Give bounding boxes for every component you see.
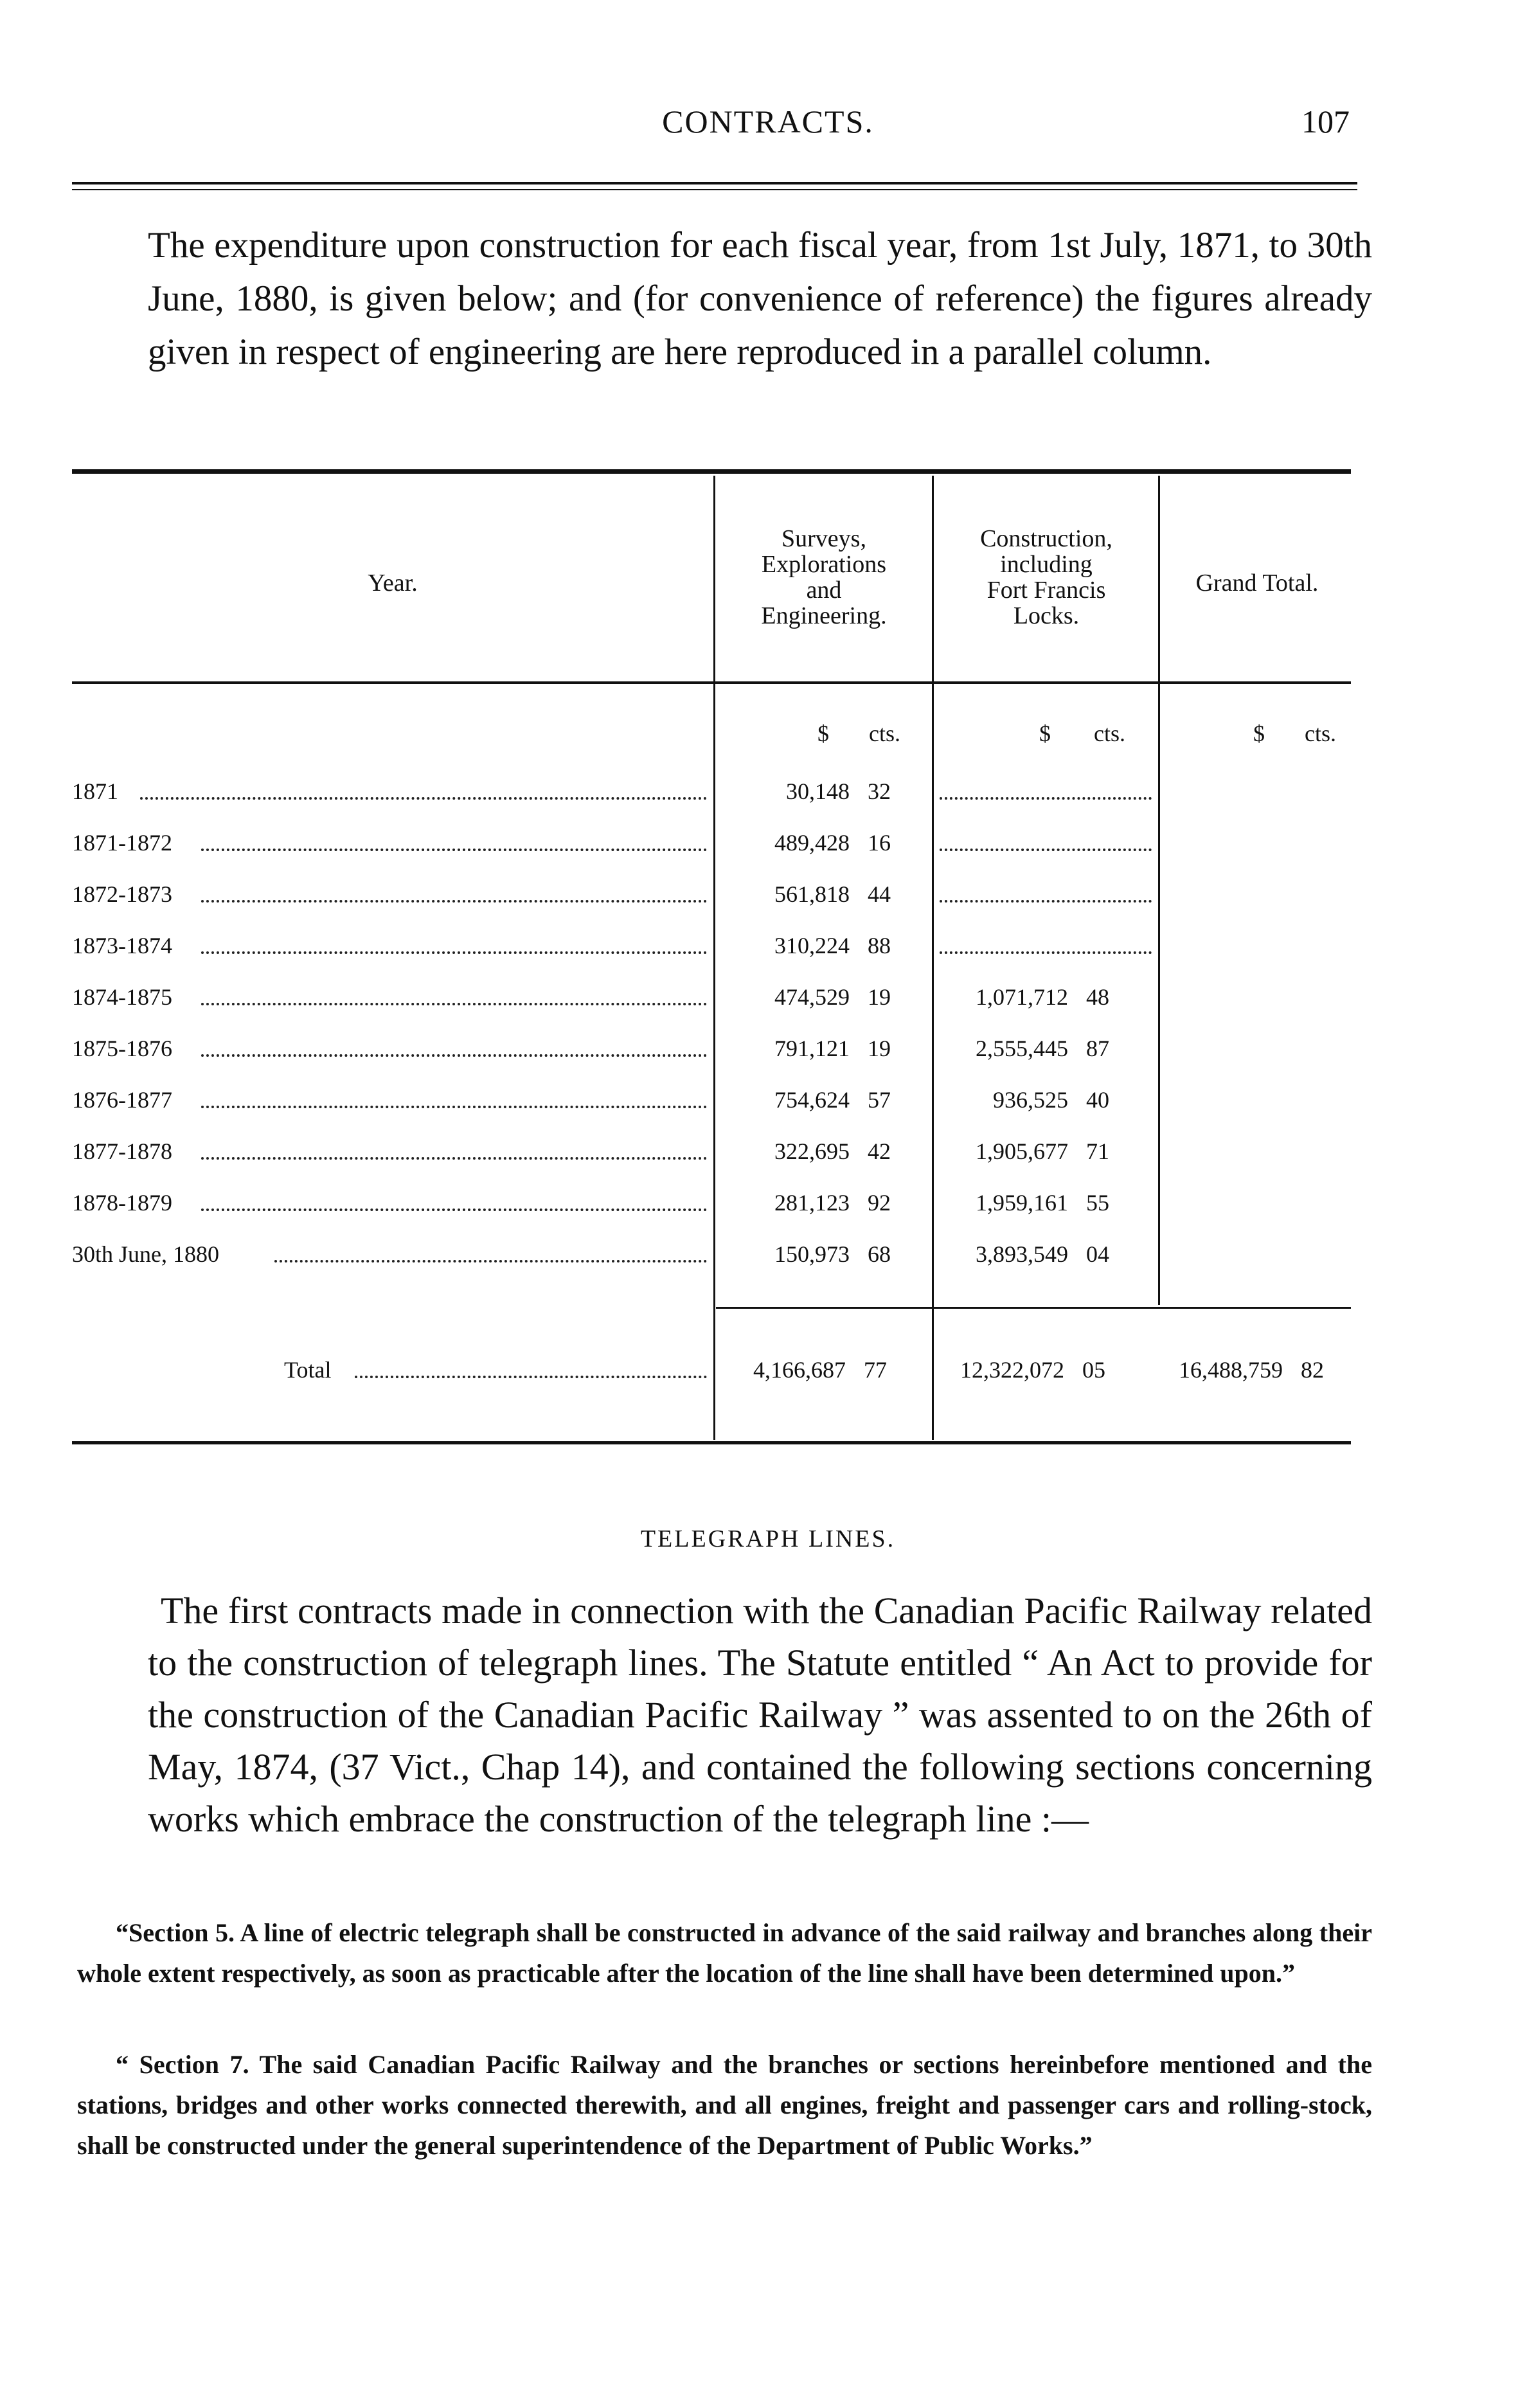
header-bottom-rule xyxy=(72,681,1351,684)
row-surveys xyxy=(766,1189,913,1216)
row-surveys-cents: 57 xyxy=(868,1087,891,1113)
total-grand-total-cents: 82 xyxy=(1301,1357,1324,1383)
row-surveys-cents: 16 xyxy=(868,830,891,856)
row-year: 1878-1879 xyxy=(72,1190,172,1216)
total-grand-total xyxy=(1179,1356,1346,1383)
row-surveys-cents: 88 xyxy=(868,933,891,958)
grand-total-cents-unit: cts. xyxy=(1305,721,1336,746)
header-surveys xyxy=(716,526,932,629)
row-construction xyxy=(965,1138,1131,1165)
row-surveys-dollars: 150,973 xyxy=(774,1241,850,1267)
grand-total-dollar-unit: $ xyxy=(1253,721,1265,746)
row-construction-blank-leader xyxy=(940,797,1152,800)
row-year: 1872-1873 xyxy=(72,881,172,907)
row-construction-blank-leader xyxy=(940,951,1152,954)
header-year: Year. xyxy=(368,570,418,597)
row-leader xyxy=(201,1003,707,1005)
expenditure-table xyxy=(72,469,1357,1446)
row-surveys-dollars: 30,148 xyxy=(786,778,850,804)
row-construction-dollars: 1,959,161 xyxy=(976,1190,1068,1216)
total-construction-dollars: 12,322,072 xyxy=(960,1357,1064,1383)
row-construction-cents: 04 xyxy=(1086,1241,1109,1267)
header-surveys-line-1: Surveys, xyxy=(781,525,866,552)
quote-section-7: “ Section 7. The said Canadian Pacific Railway and the branches or sections hereinbefore mentioned and the stations, bridges and other works connected therewith, and all engines, freight and passenger cars and rolling-stock, shall be constructed under the general superintendence of the Department of Public Works.” xyxy=(77,2050,1372,2160)
row-leader xyxy=(201,1106,707,1108)
table-col-divider-2 xyxy=(932,476,934,1440)
running-title: CONTRACTS. xyxy=(662,103,874,139)
row-year: 1876-1877 xyxy=(72,1087,172,1113)
header-construction xyxy=(934,526,1158,629)
row-construction-dollars: 1,905,677 xyxy=(976,1138,1068,1164)
construction-dollar-unit: $ xyxy=(1039,721,1051,746)
row-surveys xyxy=(766,829,913,856)
total-construction xyxy=(960,1356,1127,1383)
table-bottom-rule xyxy=(72,1441,1351,1444)
header-construction-line-2: including xyxy=(1000,551,1093,578)
construction-cents-unit: cts. xyxy=(1094,721,1125,746)
row-surveys-cents: 32 xyxy=(868,778,891,804)
quote-section-5: “Section 5. A line of electric telegraph shall be constructed in advance of the said railway and branches along their whole extent respectively, as soon as practicable after the location of the line shall have been determined upon.” xyxy=(77,1918,1372,1988)
row-construction-dollars: 936,525 xyxy=(993,1087,1068,1113)
total-surveys-cents: 77 xyxy=(864,1357,887,1383)
row-surveys-dollars: 489,428 xyxy=(774,830,850,856)
header-construction-line-4: Locks. xyxy=(1013,602,1080,629)
row-construction-cents: 87 xyxy=(1086,1036,1109,1061)
row-leader xyxy=(201,951,707,954)
row-surveys xyxy=(766,1035,913,1062)
row-surveys-dollars: 281,123 xyxy=(774,1190,850,1216)
row-leader xyxy=(201,900,707,903)
row-year: 1871-1872 xyxy=(72,830,172,856)
row-construction-cents: 48 xyxy=(1086,984,1109,1010)
total-label: Total xyxy=(284,1357,332,1383)
row-surveys-dollars: 474,529 xyxy=(774,984,850,1010)
row-year: 1875-1876 xyxy=(72,1036,172,1061)
row-surveys xyxy=(766,778,913,805)
row-year: 30th June, 1880 xyxy=(72,1241,219,1267)
header-surveys-line-3: and xyxy=(806,577,842,604)
row-surveys xyxy=(766,1086,913,1113)
row-construction-blank-leader xyxy=(940,900,1152,903)
row-leader xyxy=(140,797,707,800)
header-surveys-line-2: Explorations xyxy=(761,551,887,578)
row-surveys-cents: 44 xyxy=(868,881,891,907)
row-surveys xyxy=(766,1241,913,1268)
row-surveys xyxy=(766,881,913,908)
total-grand-total-dollars: 16,488,759 xyxy=(1179,1357,1283,1383)
table-top-rule xyxy=(72,469,1351,474)
row-surveys-dollars: 322,695 xyxy=(774,1138,850,1164)
row-construction-dollars: 3,893,549 xyxy=(976,1241,1068,1267)
header-surveys-line-4: Engineering. xyxy=(761,602,887,629)
section-title: TELEGRAPH LINES. xyxy=(640,1525,896,1552)
row-construction-dollars: 2,555,445 xyxy=(976,1036,1068,1061)
total-surveys-dollars: 4,166,687 xyxy=(753,1357,846,1383)
header-construction-line-1: Construction, xyxy=(980,525,1112,552)
row-surveys-cents: 68 xyxy=(868,1241,891,1267)
header-construction-line-3: Fort Francis xyxy=(987,577,1106,604)
row-surveys-cents: 42 xyxy=(868,1138,891,1164)
row-surveys xyxy=(766,932,913,959)
row-surveys xyxy=(766,984,913,1011)
row-surveys-dollars: 791,121 xyxy=(774,1036,850,1061)
total-separator-rule xyxy=(716,1307,1351,1309)
row-year: 1874-1875 xyxy=(72,984,172,1010)
row-construction xyxy=(965,1241,1131,1268)
header-rule-top xyxy=(72,182,1357,184)
row-leader xyxy=(274,1260,707,1262)
row-surveys-dollars: 561,818 xyxy=(774,881,850,907)
row-construction-cents: 55 xyxy=(1086,1190,1109,1216)
header-grand-total: Grand Total. xyxy=(1195,570,1319,597)
row-construction-cents: 40 xyxy=(1086,1087,1109,1113)
row-surveys-dollars: 310,224 xyxy=(774,933,850,958)
body-paragraph: The first contracts made in connection with the Canadian Pacific Railway related to the construction of telegraph lines. The Statute entitled “ An Act to provide for the construction of the Canadian Pacific Railway ” was assented to on the 26th of May, 1874, (37 Vict., Chap 14), and contained the following sections concerning works which embrace the construction of the telegraph line :— xyxy=(148,1590,1372,1840)
surveys-cents-unit: cts. xyxy=(869,721,900,746)
row-construction-cents: 71 xyxy=(1086,1138,1109,1164)
row-year: 1873-1874 xyxy=(72,933,172,958)
row-surveys-dollars: 754,624 xyxy=(774,1087,850,1113)
table-col-divider-1 xyxy=(713,476,715,1440)
row-leader xyxy=(201,1208,707,1211)
row-construction xyxy=(965,1189,1131,1216)
row-year: 1871 xyxy=(72,778,118,804)
total-leader xyxy=(355,1376,707,1378)
row-surveys-cents: 19 xyxy=(868,984,891,1010)
surveys-dollar-unit: $ xyxy=(817,721,829,746)
row-surveys-cents: 92 xyxy=(868,1190,891,1216)
row-construction xyxy=(965,984,1131,1011)
table-col-divider-3 xyxy=(1158,476,1160,1305)
total-surveys xyxy=(753,1356,909,1383)
total-construction-cents: 05 xyxy=(1082,1357,1105,1383)
row-leader xyxy=(201,1054,707,1057)
row-leader xyxy=(201,1157,707,1160)
row-construction xyxy=(965,1035,1131,1062)
row-leader xyxy=(201,849,707,851)
page-number: 107 xyxy=(1301,103,1350,139)
row-year: 1877-1878 xyxy=(72,1138,172,1164)
row-construction-blank-leader xyxy=(940,849,1152,851)
row-construction-dollars: 1,071,712 xyxy=(976,984,1068,1010)
row-surveys xyxy=(766,1138,913,1165)
intro-paragraph: The expenditure upon construction for each fiscal year, from 1st July, 1871, to 30th June, 1880, is given below; and (for convenience of reference) the figures already given in respect of engineering are here reproduced in a parallel column. xyxy=(148,225,1372,372)
header-rule-bottom xyxy=(72,189,1357,190)
row-surveys-cents: 19 xyxy=(868,1036,891,1061)
row-construction xyxy=(965,1086,1131,1113)
